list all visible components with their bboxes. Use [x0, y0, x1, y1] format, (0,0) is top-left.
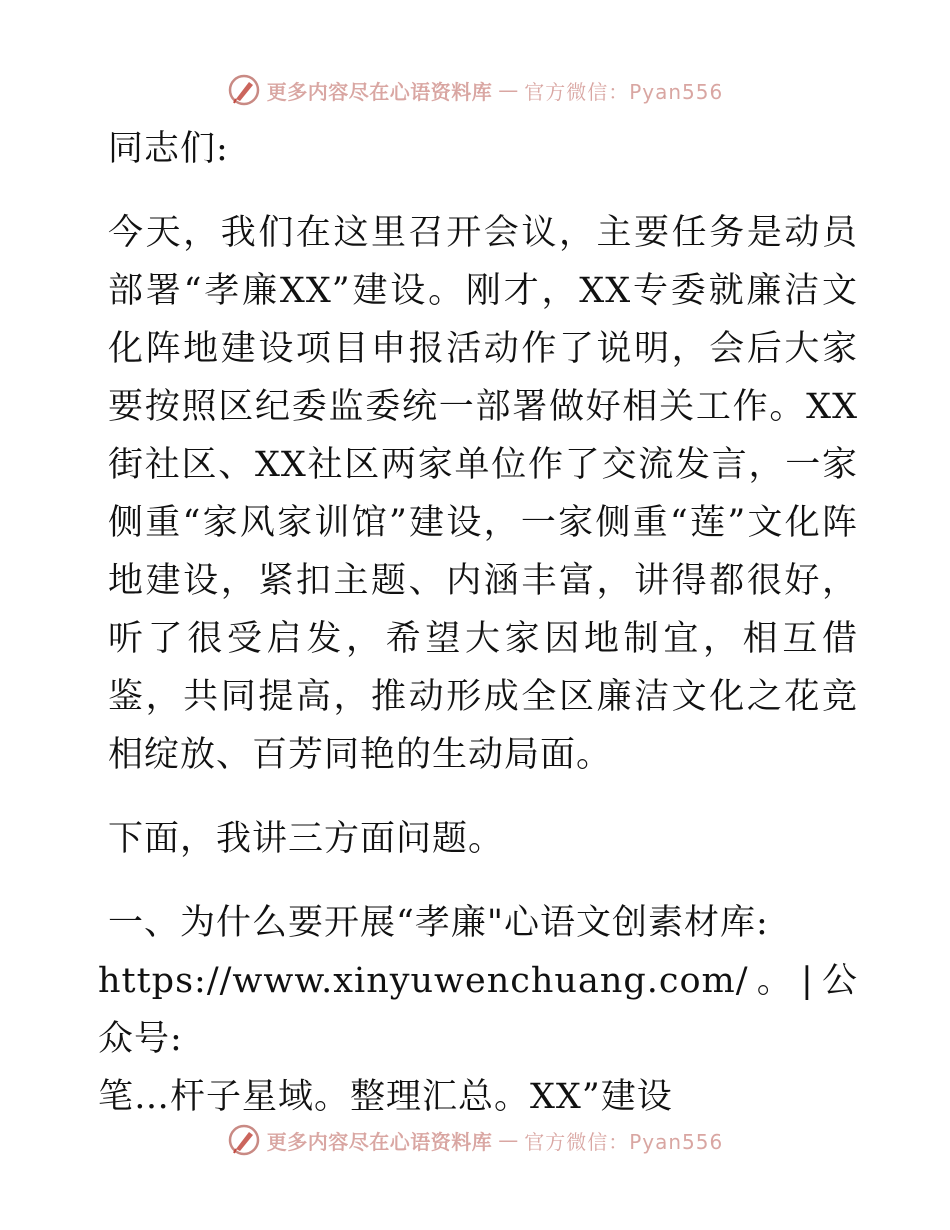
watermark-brand-text: 更多内容尽在心语资料库 — [266, 1129, 493, 1154]
quill-pen-logo-icon — [227, 1123, 261, 1157]
section-one-line-3: 笔…杆子星域。整理汇总。XX”建设 — [98, 1077, 673, 1117]
document-body — [98, 120, 858, 1126]
next-paragraph: 下面，我讲三方面问题。 — [108, 819, 505, 859]
watermark-brand-text: 更多内容尽在心语资料库 — [266, 79, 493, 104]
greeting-paragraph: 同志们: — [108, 129, 229, 169]
quill-pen-logo-icon — [227, 73, 261, 107]
main-paragraph: 今天，我们在这里召开会议，主要任务是动员部署“孝廉XX”建设。刚才，XX专委就廉洁文化阵地建设项目申报活动作了说明，会后大家要按照区纪委监委统一部署做好相关工作。XX街社区、XX社区两家单位作了交流发言，一家侧重“家风家训馆”建设，一家侧重“莲”文化阵地建设，紧扣主题、内涵丰富，讲得都很好，听了很受启发，希望大家因地制宜，相互借鉴，共同提高，推动形成全区廉洁文化之花竞相绽放、百芳同艳的生动局面。 — [108, 213, 858, 775]
section-one-line-1: 一、为什么要开展“孝廉"心语文创素材库: — [108, 903, 769, 943]
footer-watermark-banner — [0, 1120, 950, 1160]
section-one-line-2: https://www.xinyuwenchuang.com/。|公众号: — [98, 961, 858, 1059]
watermark-separator: — — [498, 78, 519, 102]
header-watermark-banner — [0, 70, 950, 110]
section-one-paragraph — [98, 894, 858, 1126]
watermark-wechat-text: 官方微信：Pyan556 — [524, 79, 724, 104]
watermark-separator: — — [498, 1128, 519, 1152]
watermark-wechat-text: 官方微信：Pyan556 — [524, 1129, 724, 1154]
